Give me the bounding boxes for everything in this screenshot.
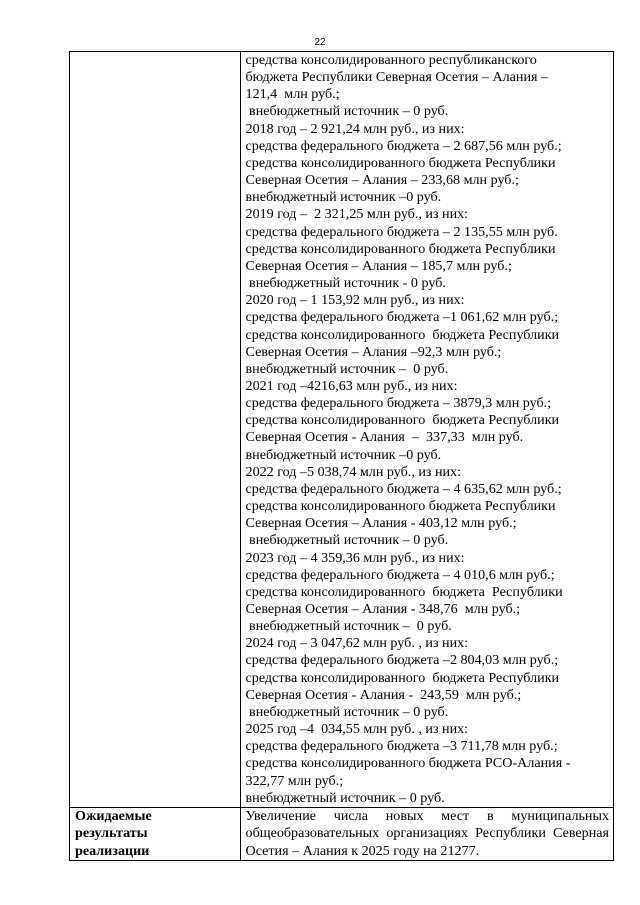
funding-lines (246, 52, 609, 807)
funding-line: 2023 год – 4 359,36 млн руб., из них: (245, 549, 465, 566)
funding-line: внебюджетный источник – 0 руб. (245, 789, 445, 806)
funding-line: средства консолидированного бюджета Республики (245, 498, 556, 515)
funding-line: 121,4 млн руб.; (245, 86, 340, 103)
expected-results-text: Увеличение числа новых мест в муниципальных общеобразовательных организациях Республики Северная Осетия – Алания к 2025 году на 21277. (245, 807, 609, 859)
funding-line: внебюджетный источник – 0 руб. (245, 532, 449, 549)
program-passport-table (69, 51, 614, 861)
funding-line: 2020 год – 1 153,92 млн руб., из них: (245, 292, 465, 309)
funding-line: средства федерального бюджета –3 711,78 млн руб.; (245, 738, 558, 755)
funding-line: 322,77 млн руб.; (245, 772, 344, 789)
page-number: 22 (314, 37, 326, 48)
expected-results-label-cell (70, 807, 241, 860)
funding-line: Северная Осетия – Алания - 348,76 млн руб.; (245, 601, 521, 617)
funding-line: внебюджетный источник –0 руб. (245, 446, 442, 463)
expected-results-text-cell (240, 807, 613, 860)
funding-line: средства консолидированного бюджета Республики (245, 326, 560, 343)
funding-line: средства консолидированного бюджета Республики (245, 669, 560, 686)
funding-line: бюджета Республики Северная Осетия – Алания – (245, 69, 549, 86)
expected-results-label-line: Ожидаемые (75, 807, 152, 824)
funding-line: Северная Осетия - Алания – 337,33 млн руб. (245, 429, 524, 446)
funding-line: средства консолидированного республиканского (245, 52, 537, 68)
funding-line: средства федерального бюджета – 2 687,56 млн руб.; (245, 137, 562, 154)
funding-line: внебюджетный источник –0 руб. (245, 189, 442, 206)
funding-line: внебюджетный источник – 0 руб. (245, 618, 452, 635)
funding-text-cell (240, 52, 613, 808)
funding-line: 2018 год – 2 921,24 млн руб., из них: (245, 120, 465, 137)
funding-line: Северная Осетия – Алания – 185,7 млн руб.; (245, 257, 512, 274)
expected-results-label-line: реализации (75, 842, 150, 859)
funding-line: средства федерального бюджета – 3879,3 млн руб.; (245, 395, 552, 412)
funding-line: средства федерального бюджета – 4 635,62 млн руб.; (245, 480, 562, 497)
funding-line: средства федерального бюджета –1 061,62 млн руб.; (245, 309, 559, 326)
funding-line: 2022 год –5 038,74 млн руб., из них: (245, 463, 462, 480)
funding-line: средства федерального бюджета – 2 135,55 млн руб. (245, 223, 558, 240)
funding-line: 2019 год – 2 321,25 млн руб., из них: (245, 206, 469, 223)
funding-line: внебюджетный источник – 0 руб. (245, 360, 449, 377)
funding-line: 2021 год –4216,63 млн руб., из них: (245, 377, 458, 394)
funding-line: средства консолидированного бюджета Республики (245, 412, 560, 429)
funding-line: Северная Осетия – Алания - 403,12 млн руб.; (245, 515, 517, 532)
funding-line: внебюджетный источник – 0 руб. (245, 103, 449, 120)
funding-line: Северная Осетия – Алания –92,3 млн руб.; (245, 343, 502, 360)
funding-line: средства консолидированного бюджета Республики (245, 240, 556, 257)
funding-row (70, 52, 614, 808)
funding-line: средства консолидированного бюджета РСО-Алания - (245, 755, 571, 772)
funding-line: 2025 год –4 034,55 млн руб. , из них: (245, 721, 469, 738)
expected-results-label-line: результаты (75, 825, 148, 842)
funding-line: средства консолидированного бюджета Республики (245, 154, 556, 171)
funding-line: средства консолидированного бюджета Республики (245, 583, 563, 600)
funding-line: 2024 год – 3 047,62 млн руб. , из них: (245, 635, 469, 652)
funding-line: средства федерального бюджета – 4 010,6 млн руб.; (245, 566, 555, 583)
funding-line: внебюджетный источник – 0 руб. (245, 703, 449, 720)
expected-results-row (70, 807, 614, 860)
funding-label-cell (70, 52, 241, 808)
funding-line: внебюджетный источник - 0 руб. (245, 275, 446, 292)
funding-line: Северная Осетия - Алания - 243,59 млн руб.; (245, 686, 522, 703)
funding-line: средства федерального бюджета –2 804,03 млн руб.; (245, 652, 559, 669)
funding-line: Северная Осетия – Алания – 233,68 млн руб.; (245, 172, 519, 189)
